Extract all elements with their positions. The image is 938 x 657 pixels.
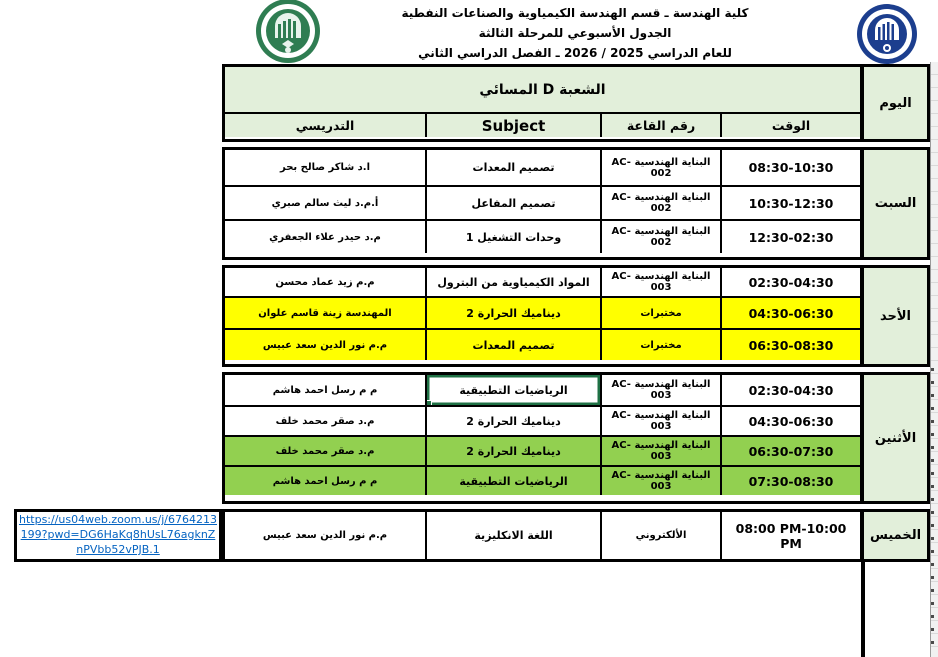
room-cell[interactable]: الألكتروني: [600, 512, 720, 559]
section-title-cell[interactable]: الشعبة D المسائي: [225, 67, 860, 112]
time-cell[interactable]: 02:30-04:30: [720, 375, 860, 405]
table-header-block: [222, 64, 863, 142]
instructor-cell[interactable]: م م رسل احمد هاشم: [272, 384, 378, 396]
room-cell[interactable]: مختبرات: [600, 298, 720, 328]
schedule-block-saturday: [222, 147, 863, 260]
room-cell[interactable]: البناية الهندسية AC-003: [600, 268, 720, 296]
instructor-cell[interactable]: م.د صقر محمد خلف: [275, 415, 375, 427]
time-cell[interactable]: 08:30-10:30: [720, 150, 860, 185]
room-cell[interactable]: البناية الهندسية AC-003: [600, 375, 720, 405]
day-cell-saturday[interactable]: السبت: [861, 147, 930, 260]
table-row: [225, 219, 860, 253]
subject-cell[interactable]: المواد الكيمياوية من البترول: [425, 268, 600, 296]
room-cell[interactable]: مختبرات: [600, 330, 720, 360]
schedule-block-monday: [222, 372, 863, 504]
column-header-day[interactable]: اليوم: [861, 64, 930, 142]
instructor-cell[interactable]: م.م نور الدين سعد عبيس: [225, 330, 425, 360]
time-cell[interactable]: 02:30-04:30: [720, 268, 860, 296]
subject-cell[interactable]: ديناميك الحرارة 2: [425, 437, 600, 465]
instructor-cell[interactable]: م.د صقر محمد خلف: [225, 437, 425, 465]
instructor-cell[interactable]: المهندسة زينة قاسم علوان: [225, 298, 425, 328]
table-row: [225, 268, 860, 296]
subject-cell[interactable]: ديناميك الحرارة 2: [425, 298, 600, 328]
subject-cell[interactable]: تصميم المعدات: [425, 150, 600, 185]
table-row: [225, 512, 860, 559]
column-header-room[interactable]: رقم القاعة: [600, 114, 720, 137]
department-title: كلية الهندسة ـ قسم الهندسة الكيمياوية والصناعات النفطية: [401, 6, 749, 20]
schedule-block-thursday: [222, 509, 863, 562]
university-green-logo: [255, 0, 321, 64]
page-header: [330, 3, 820, 63]
column-header-time[interactable]: الوقت: [720, 114, 860, 137]
column-header-subject[interactable]: Subject: [425, 114, 600, 137]
table-row: [225, 405, 860, 435]
instructor-cell[interactable]: أ.م.د ليث سالم صبري: [271, 197, 379, 209]
table-row-highlighted: [225, 465, 860, 495]
schedule-block-sunday: [222, 265, 863, 367]
instructor-cell[interactable]: ا.د شاكر صالح بحر: [280, 162, 370, 173]
time-cell[interactable]: 04:30-06:30: [720, 407, 860, 435]
instructor-cell[interactable]: م.م زيد عماد محسن: [275, 276, 375, 288]
time-cell[interactable]: 06:30-07:30: [720, 437, 860, 465]
table-row: [225, 185, 860, 219]
subject-cell[interactable]: وحدات التشغيل 1: [425, 221, 600, 253]
instructor-cell[interactable]: م.م نور الدين سعد عبيس: [262, 530, 388, 541]
table-row: [225, 375, 860, 405]
subject-cell[interactable]: ديناميك الحرارة 2: [425, 407, 600, 435]
table-row-highlighted: [225, 328, 860, 360]
instructor-cell[interactable]: م م رسل احمد هاشم: [225, 467, 425, 495]
room-cell[interactable]: البناية الهندسية AC-003: [600, 407, 720, 435]
room-cell[interactable]: البناية الهندسية AC-003: [600, 437, 720, 465]
room-cell[interactable]: البناية الهندسية AC-002: [600, 187, 720, 219]
zoom-link-cell: [14, 509, 222, 562]
subject-cell[interactable]: تصميم المعدات: [425, 330, 600, 360]
room-cell[interactable]: البناية الهندسية AC-003: [600, 467, 720, 495]
time-cell[interactable]: 04:30-06:30: [720, 298, 860, 328]
subject-cell-selected[interactable]: الرياضيات التطبيقية: [425, 375, 600, 405]
clipped-cells-marks: [931, 368, 934, 653]
time-cell[interactable]: 10:30-12:30: [720, 187, 860, 219]
room-cell[interactable]: البناية الهندسية AC-002: [600, 150, 720, 185]
college-blue-logo: [856, 3, 918, 65]
schedule-title: الجدول الأسبوعي للمرحلة الثالثة: [478, 26, 672, 40]
subject-cell[interactable]: الرياضيات التطبيقية: [425, 467, 600, 495]
day-cell-sunday[interactable]: الأحد: [861, 265, 930, 367]
time-cell[interactable]: 07:30-08:30: [720, 467, 860, 495]
column-border-line: [861, 562, 865, 657]
table-row-highlighted: [225, 296, 860, 328]
day-cell-monday[interactable]: الأثنين: [861, 372, 930, 504]
time-cell[interactable]: 08:00 PM-10:00 PM: [720, 512, 860, 559]
subject-cell[interactable]: تصميم المفاعل: [425, 187, 600, 219]
academic-year-line: للعام الدراسي 2025 / 2026 ـ الفصل الدراسي الثاني: [418, 46, 732, 60]
time-cell[interactable]: 12:30-02:30: [720, 221, 860, 253]
zoom-meeting-link[interactable]: https://us04web.zoom.us/j/6764213199?pwd=DG6HaKq8hUsL76agknZnPVbb52vPJB.1: [19, 513, 217, 556]
table-row-highlighted: [225, 435, 860, 465]
instructor-cell[interactable]: م.د حيدر علاء الجعفري: [269, 231, 381, 243]
time-cell[interactable]: 06:30-08:30: [720, 330, 860, 360]
table-row: [225, 150, 860, 185]
room-cell[interactable]: البناية الهندسية AC-002: [600, 221, 720, 253]
column-header-instructor[interactable]: التدريسي: [225, 114, 425, 137]
day-cell-thursday[interactable]: الخميس: [861, 509, 930, 562]
subject-cell[interactable]: اللغة الانكليزية: [425, 512, 600, 559]
